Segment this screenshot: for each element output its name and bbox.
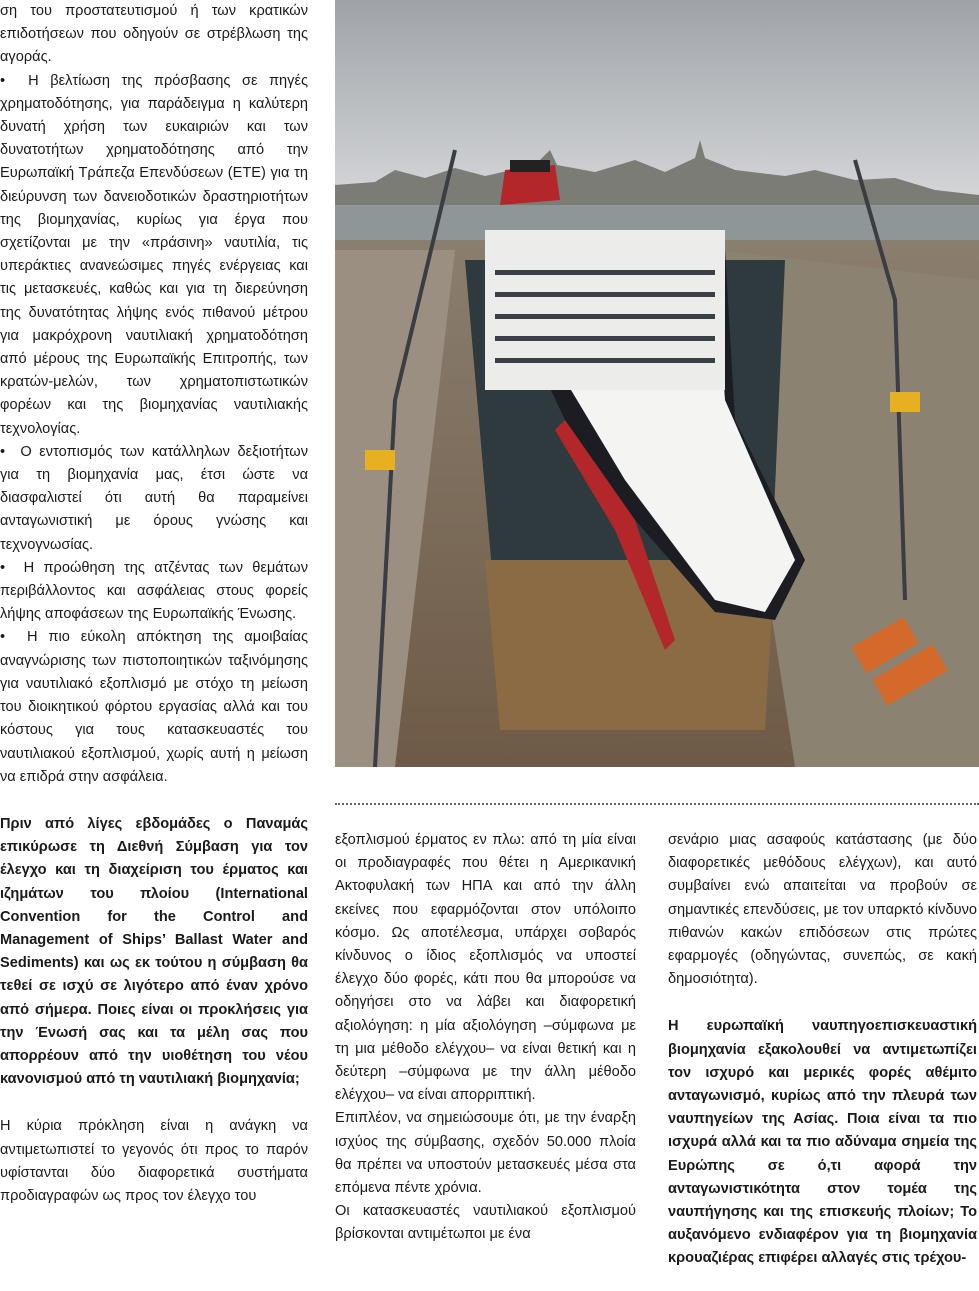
shipyard-photo: [335, 0, 979, 767]
bullet-item: • Ο εντοπισμός των κατάλληλων δεξιοτήτων για τη βιομηχανία μας, έτσι ώστε να διασφαλιστεί ότι αυτή θα παραμείνει ανταγωνιστική με όρους γνώσης και τεχνογνωσίας.: [0, 441, 308, 557]
left-column: [0, 0, 308, 1208]
bullet-item: • Η προώθηση της ατζέντας των θεμάτων περιβάλλοντος και ασφάλειας στους φορείς λήψης αποφάσεων της Ευρωπαϊκής Ένωσης.: [0, 557, 308, 627]
interview-question: Η ευρωπαϊκή ναυπηγοεπισκευαστική βιομηχανία εξακολουθεί να αντιμετωπίζει τον ισχυρό και μερικές φορές αθέμιτο ανταγωνισμό, κυρίως από την πλευρά των ναυπηγείων της Ασίας. Ποια είναι τα πιο ισχυρά αλλά και τα πιο αδύναμα σημεία της Ευρώπης σε ό,τι αφορά την ανταγωνιστικότητα στον τομέα της ναυπήγησης και της επισκευής πλοίων; Το αυξανόμενο ενδιαφέρον για τη βιομηχανία κρουαζιέρας επιφέρει αλλαγές στις τρέχου-: [668, 1018, 977, 1267]
intro-paragraph: ση του προστατευτισμού ή των κρατικών επιδοτήσεων που οδηγούν σε στρέβλωση της αγοράς.: [0, 3, 308, 66]
section-divider: [335, 803, 979, 805]
interview-question: Πριν από λίγες εβδομάδες ο Παναμάς επικύρωσε τη Διεθνή Σύμβαση για τον έλεγχο και τη διαχείριση του έρματος και ιζημάτων του πλοίου (International Convention for the Control and Management of Ships’ Ballast Water and Sediments) και ως εκ τούτου η σύμβαση θα τεθεί σε ισχύ σε λιγότερο από έναν χρόνο από σήμερα. Ποιες είναι οι προκλήσεις για την Ένωσή σας και τα μέλη σας που απορρέουν από την υιοθέτηση του νέου κανονισμού από τη ναυτιλιακή βιομηχανία;: [0, 815, 308, 1088]
body-paragraph: Επιπλέον, να σημειώσουμε ότι, με την έναρξη ισχύος της σύμβασης, σχεδόν 50.000 πλοία θα πρέπει να υποστούν μετασκευές μέσα στα επόμενα πέντε χρόνια.: [335, 1110, 636, 1197]
body-paragraph: εξοπλισμού έρματος εν πλω: από τη μία είναι οι προδιαγραφές που θέτει η Αμερικανική Ακτοφυλακή των ΗΠΑ και από την άλλη εκείνες που εφαρμόζονται στον υπόλοιπο κόσμο. Ως αποτέλεσμα, υπάρχει σοβαρός κίνδυνος ο ίδιος εξοπλισμός να υποστεί έλεγχο δύο φορές, κάτι που θα μπορούσε να οδηγήσει στο να λάβει και διαφορετική αξιολόγηση: η μία αξιολόγηση –σύμφωνα με τη μια μέθοδο ελέγχου– να είναι θετική και η δεύτερη –σύμφωνα με την άλλη μέθοδο ελέγχου– να είναι απορριπτική.: [335, 832, 636, 1104]
body-paragraph: Οι κατασκευαστές ναυτιλιακού εξοπλισμού βρίσκονται αντιμέτωποι με ένα: [335, 1203, 636, 1243]
body-paragraph: σενάριο μιας ασαφούς κατάστασης (με δύο διαφορετικές μεθόδους ελέγχων), και αυτό συμβαίνει ενώ απαιτείται να προβούν σε σημαντικές επενδύσεις, με τον υπαρκτό κίνδυνο πιθανών κακών επιδόσεων στις πρώτες εφαρμογές (οδηγώντας, συνεπώς, σε κακή δημοσιότητα).: [668, 832, 977, 988]
ship-superstructure: [485, 230, 725, 390]
right-column: [668, 829, 977, 1271]
bullet-item: • Η πιο εύκολη απόκτηση της αμοιβαίας αναγνώρισης των πιστοποιητικών ταξινόμησης για ναυτιλιακό εξοπλισμό με στόχο τη μείωση του διοικητικού φόρτου εργασίας αλλά και του κόστους για τους κατασκευαστές του ναυτιλιακού εξοπλισμού, χωρίς αυτή η μείωση να επιδρά στην ασφάλεια.: [0, 626, 308, 788]
answer-paragraph: Η κύρια πρόκληση είναι η ανάγκη να αντιμετωπιστεί το γεγονός ότι προς το παρόν υφίστανται δύο διαφορετικά συστήματα προδιαγραφών ως προς τον έλεγχο του: [0, 1118, 308, 1204]
bullet-item: • Η βελτίωση της πρόσβασης σε πηγές χρηματοδότησης, για παράδειγμα η καλύτερη δυνατή χρήση των ευκαιριών και των δυνατοτήτων χρηματοδότησης από την Ευρωπαϊκή Τράπεζα Επενδύσεων (ΕΤΕ) για τη διεύρυνση των δανειοδοτικών δραστηριοτήτων της βιομηχανίας, κυρίως για έργα που σχετίζονται με την «πράσινη» ναυτιλία, τις υπεράκτιες ανανεώσιμες πηγές ενέργειας και τις μετασκευές, καθώς και για τη διερεύνηση της δυνατότητας λήψης ενός πιθανού μέτρου για μακρόχρονη ναυτιλιακή χρηματοδότηση από μέρους της Ευρωπαϊκής Επιτροπής, των κρατών-μελών, των χρηματοπιστωτικών φορέων και της βιομηχανίας ναυτιλιακής τεχνολογίας.: [0, 70, 308, 441]
middle-column: [335, 829, 636, 1247]
